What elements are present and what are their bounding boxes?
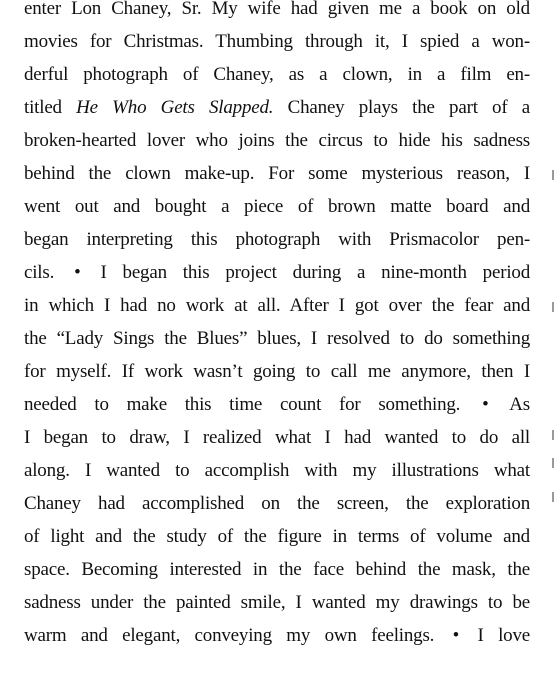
line-text: Chaney plays the part of a (273, 97, 530, 118)
text-line (24, 91, 530, 124)
page-edge-mark (552, 302, 554, 312)
text-line: in which I had no work at all. After I got over the fear and (24, 295, 530, 316)
text-line: went out and bought a piece of brown matte board and (24, 196, 530, 217)
page-edge-mark (552, 430, 554, 440)
body-text (24, 0, 530, 652)
line-text: needed to make this time count for something. (24, 394, 461, 415)
text-line: began interpreting this photograph with Prismacolor pen- (24, 229, 530, 250)
text-line: along. I wanted to accomplish with my illustrations what (24, 460, 530, 481)
text-line: I began to draw, I realized what I had wanted to do all (24, 427, 530, 448)
section-bullet: • (482, 394, 489, 415)
section-bullet: • (74, 262, 81, 283)
text-line: broken-hearted lover who joins the circus to hide his sadness (24, 130, 530, 151)
text-line: the “Lady Sings the Blues” blues, I resolved to do something (24, 328, 530, 349)
text-line: sadness under the painted smile, I wanted my drawings to be (24, 592, 530, 613)
page-edge-mark (552, 170, 554, 180)
line-text: I began this project during a nine-month period (100, 262, 531, 283)
page-edge-mark (552, 492, 554, 502)
text-line: enter Lon Chaney, Sr. My wife had given me a book on old (24, 0, 530, 19)
text-line: space. Becoming interested in the face behind the mask, the (24, 559, 530, 580)
section-bullet: • (452, 625, 460, 646)
film-title: He Who Gets Slapped. (76, 97, 274, 118)
text-line: for myself. If work wasn’t going to call me anymore, then I (24, 361, 530, 382)
line-text: I love (477, 625, 530, 646)
text-line (24, 388, 530, 421)
line-text: titled (24, 97, 77, 118)
text-line: derful photograph of Chaney, as a clown, in a film en- (24, 64, 530, 85)
line-text: cils. (24, 262, 55, 283)
line-text: As (509, 394, 530, 415)
text-line (24, 619, 530, 652)
text-line (24, 256, 530, 289)
text-line: Chaney had accomplished on the screen, the exploration (24, 493, 530, 514)
text-line: behind the clown make-up. For some mysterious reason, I (24, 163, 530, 184)
text-line: movies for Christmas. Thumbing through it, I spied a won- (24, 31, 530, 52)
line-text: warm and elegant, conveying my own feelings. (24, 625, 435, 646)
text-line: of light and the study of the figure in terms of volume and (24, 526, 530, 547)
page-edge-mark (552, 458, 554, 468)
